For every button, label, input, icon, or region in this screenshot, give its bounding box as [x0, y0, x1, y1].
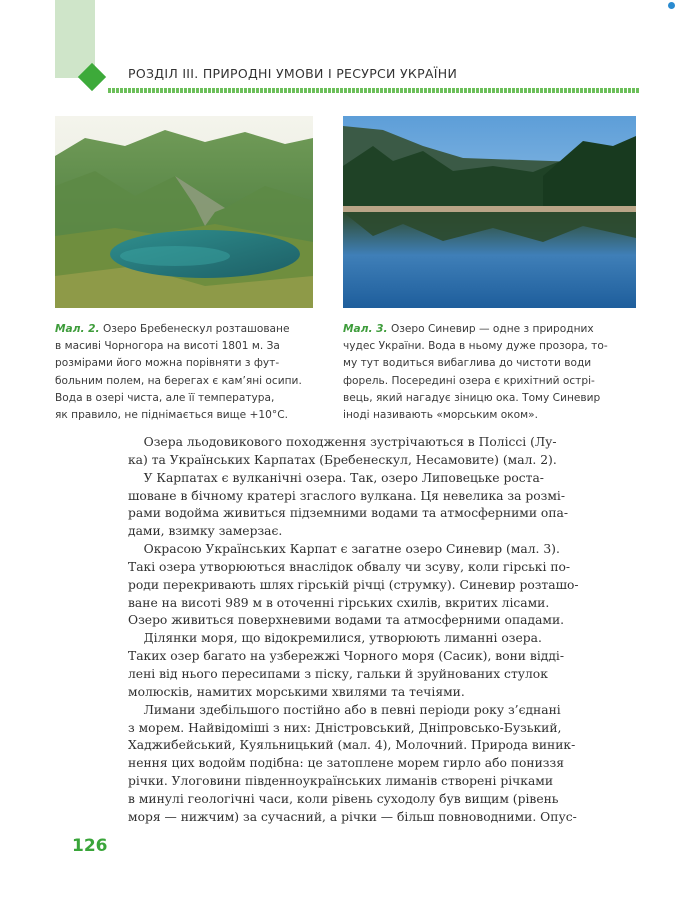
section-divider: [108, 88, 640, 93]
text-line: Таких озер багато на узбережжі Чорного моря (Сасик), вони відді-: [128, 649, 564, 664]
figure-3-photo: [343, 116, 636, 308]
text-line: Озеро живиться поверхневими водами та атмосферними опадами.: [128, 613, 565, 628]
text-line: дами, взимку замерзає.: [128, 524, 283, 539]
text-line: Окрасою Українських Карпат є загатне озеро Синевир (мал. 3).: [128, 542, 560, 557]
publisher-logo-icon: [668, 0, 700, 10]
caption-line: Вода в озері чиста, але її температура,: [55, 391, 275, 404]
page-number: 126: [72, 836, 108, 856]
figure-2-photo: [55, 116, 313, 308]
text-line: ка) та Українських Карпатах (Бребенескул, Несамовите) (мал. 2).: [128, 452, 557, 467]
caption-line: форель. Посередині озера є крихітний острі-: [343, 374, 595, 387]
caption-line: му тут водиться вибаглива до чистоти води: [343, 357, 592, 370]
caption-line: чудес України. Вода в ньому дуже прозора, то-: [343, 340, 608, 353]
text-line: в минулі геологічні часи, коли рівень суходолу був вищим (рівень: [128, 791, 559, 806]
text-line: з морем. Найвідоміші з них: Дністровський, Дніпровсько-Бузький,: [128, 720, 562, 735]
figure-2-caption: [55, 321, 313, 424]
text-line: ване на висоті 989 м в оточенні гірських схилів, вкритих лісами.: [128, 595, 550, 610]
text-line: Озера льодовикового походження зустрічаються в Поліссі (Лу-: [128, 435, 557, 449]
text-line: нення цих водойм подібна: це затоплене морем гирло або пониззя: [128, 756, 564, 771]
figure-label: Мал. 3.: [343, 323, 388, 335]
text-line: Лимани здебільшого постійно або в певні періоди року з’єднані: [128, 702, 561, 717]
text-line: молюсків, намитих морськими хвилями та течіями.: [128, 684, 465, 699]
caption-line: розмірами його можна порівняти з фут-: [55, 357, 280, 370]
text-line: рами водойма живиться підземними водами та атмосферними опа-: [128, 506, 569, 521]
figure-3-caption: [343, 321, 636, 424]
forest-lake-photo: [343, 116, 636, 308]
text-line: Ділянки моря, що відокремилися, утворюють лиманні озера.: [128, 631, 542, 646]
caption-line: в масиві Чорногора на висоті 1801 м. За: [55, 340, 280, 353]
text-line: шоване в бічному кратері згаслого вулкана. Ця невелика за розмі-: [128, 488, 566, 503]
section-title: РОЗДІЛ ІІІ. ПРИРОДНІ УМОВИ І РЕСУРСИ УКРАЇНИ: [128, 66, 458, 81]
text-line: У Карпатах є вулканічні озера. Так, озеро Липовецьке роста-: [128, 470, 544, 485]
figure-label: Мал. 2.: [55, 323, 100, 335]
body-text: [128, 434, 638, 827]
text-line: роди перекривають шлях гірській річці (струмку). Синевир розташо-: [128, 577, 579, 592]
caption-line: Мал. 2. Озеро Бребенескул розташоване: [55, 323, 290, 335]
caption-line: вець, який нагадує зіницю ока. Тому Синевир: [343, 391, 601, 404]
mountain-lake-photo: [55, 116, 313, 308]
text-line: моря — нижчим) за сучасний, а річки — більш повноводними. Опус-: [128, 809, 577, 824]
caption-line: больним полем, на берегах є кам’яні осипи.: [55, 374, 302, 387]
text-line: лені від нього пересипами з піску, гальки й зруйнованих стулок: [128, 666, 548, 681]
text-line: Такі озера утворюються внаслідок обвалу чи зсуву, коли гірські по-: [128, 559, 571, 574]
caption-line: іноді називають «морським оком».: [343, 409, 538, 422]
caption-line: як правило, не піднімається вище +10°С.: [55, 409, 288, 422]
caption-line: Мал. 3. Озеро Синевир — одне з природних: [343, 323, 594, 335]
text-line: Хаджибейський, Куяльницький (мал. 4), Молочний. Природа виник-: [128, 738, 576, 753]
text-line: річки. Улоговини південноукраїнських лиманів створені річками: [128, 774, 554, 789]
